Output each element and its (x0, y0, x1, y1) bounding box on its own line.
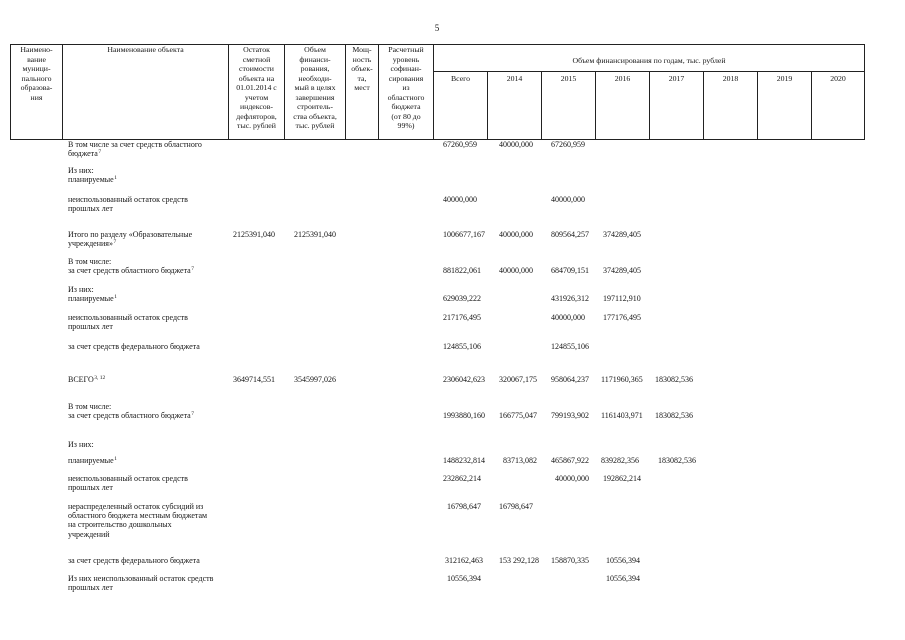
row-label-text: Из них: планируемые (68, 285, 114, 304)
row-label (68, 313, 188, 331)
cell-2016: 192862,214 (603, 474, 641, 483)
footnote-marker: 1 (114, 455, 117, 462)
cell-2016: 10556,394 (606, 556, 640, 565)
cell-2016: 177176,495 (603, 313, 641, 322)
footnote-marker: 3, 12 (94, 374, 106, 381)
row-label (68, 285, 117, 303)
cell-total: 217176,495 (443, 313, 481, 322)
table-row (0, 257, 905, 276)
cell-2015: 684709,151 (551, 266, 589, 276)
cell-2015: 67260,959 (551, 140, 585, 149)
cell-2014: 40000,000 (499, 140, 533, 149)
cell-2014: 40000,000 (499, 230, 533, 239)
cell-2015: 158870,335 (551, 556, 589, 565)
col-header-financing-by-year: Объем финансирования по годам, тыс. рублей (434, 45, 865, 72)
col-header-cofinancing-level: Расчетный уровень софинан- сирования из областного бюджета (от 80 до 99%) (379, 45, 434, 140)
row-label (68, 230, 192, 248)
cell-total: 124855,106 (443, 342, 481, 351)
cell-2015: 40000,000 (555, 474, 589, 483)
row-label-text: Из них: (68, 440, 94, 449)
row-label-text: неиспользованный остаток средств прошлых лет (68, 474, 188, 493)
row-label-text: ВСЕГО (68, 375, 94, 384)
cell-2016: 839282,356 (601, 456, 639, 465)
table-header-row (11, 45, 865, 72)
cell-2015: 40000,000 (551, 313, 585, 322)
cell-total: 1993880,160 (443, 411, 485, 421)
cell-2014: 40000,000 (499, 266, 533, 276)
col-header-year-2018: 2018 (704, 72, 758, 140)
table-header (10, 44, 865, 140)
table-row (0, 402, 905, 421)
cell-financing-needed: 2125391,040 (294, 230, 336, 239)
col-header-financing-needed: Объем финанси- рования, необходи- мый в целях завершения строитель- ства объекта, тыс. рублей (285, 45, 346, 140)
cell-2017: 183082,536 (655, 375, 693, 384)
row-label (68, 195, 188, 213)
cell-total: 10556,394 (447, 574, 481, 583)
cell-cost-remaining: 2125391,040 (233, 230, 275, 239)
row-label (68, 166, 117, 184)
page-number: 5 (434, 23, 440, 33)
row-label-text: за счет средств федерального бюджета (68, 342, 200, 351)
col-header-year-2014: 2014 (488, 72, 542, 140)
col-header-year-total: Всего (434, 72, 488, 140)
cell-2015: 799193,902 (551, 411, 589, 421)
footnote-marker: 7 (113, 239, 117, 246)
row-label (68, 574, 213, 592)
footnote-marker: 7 (98, 149, 102, 156)
cell-2014: 320067,175 (499, 375, 537, 384)
col-header-capacity: Мощ- ность объек- та, мест (346, 45, 379, 140)
row-label (68, 140, 202, 158)
cell-total: 1006677,167 (443, 230, 485, 239)
table-row (0, 456, 905, 466)
footnote-marker: 7 (191, 266, 194, 273)
col-header-year-2019: 2019 (758, 72, 812, 140)
row-label-text: В том числе: за счет средств областного бюджета (68, 402, 191, 421)
table-row (0, 375, 905, 385)
cell-2016: 374289,405 (603, 266, 641, 276)
cell-total: 40000,000 (443, 195, 477, 204)
cell-total: 1488232,814 (443, 456, 485, 465)
cell-2015: 431926,312 (551, 294, 589, 304)
cell-2014: 83713,082 (503, 456, 537, 465)
table-row (0, 556, 905, 566)
cell-total: 16798,647 (447, 502, 481, 511)
row-label-text: В том числе за счет средств областного бюджета (68, 140, 202, 159)
row-label-text: планируемые (68, 456, 114, 465)
table-row (0, 313, 905, 332)
table-row (0, 342, 905, 352)
cell-2015: 465867,922 (551, 456, 589, 465)
cell-2016: 10556,394 (606, 574, 640, 583)
col-header-cost-remaining: Остаток сметной стоимости объекта на 01.01.2014 с учетом индексов- дефляторов, тыс. рублей (229, 45, 285, 140)
cell-financing-needed: 3545997,026 (294, 375, 336, 384)
col-header-year-2016: 2016 (596, 72, 650, 140)
row-label (68, 456, 117, 465)
table-row (0, 195, 905, 214)
col-header-year-2017: 2017 (650, 72, 704, 140)
cell-2015: 809564,257 (551, 230, 589, 239)
col-header-year-2020: 2020 (812, 72, 865, 140)
row-label-text: В том числе: за счет средств областного бюджета (68, 257, 191, 276)
row-label-text: за счет средств федерального бюджета (68, 556, 200, 565)
cell-2015: 958064,237 (551, 375, 589, 384)
row-label (68, 375, 105, 384)
col-header-object-name: Наименование объекта (63, 45, 229, 140)
row-label-text: неиспользованный остаток средств прошлых лет (68, 195, 188, 214)
table-row (0, 230, 905, 249)
row-label (68, 257, 194, 275)
cell-2014: 166775,047 (499, 411, 537, 421)
cell-2014: 16798,647 (499, 502, 533, 511)
footnote-marker: 7 (191, 411, 194, 418)
row-label (68, 502, 207, 539)
col-header-year-2015: 2015 (542, 72, 596, 140)
table-row (0, 574, 905, 593)
cell-2015: 40000,000 (551, 195, 585, 204)
row-label (68, 402, 194, 420)
cell-2016: 1161403,971 (601, 411, 643, 421)
cell-total: 232862,214 (443, 474, 481, 483)
row-label-text: Из них: планируемые (68, 166, 114, 185)
row-label (68, 556, 200, 565)
cell-cost-remaining: 3649714,551 (233, 375, 275, 384)
cell-2016: 1171960,365 (601, 375, 643, 384)
table-row (0, 474, 905, 493)
row-label-text: Итого по разделу «Образовательные учреждения» (68, 230, 193, 249)
col-header-municipality: Наимено- вание муници- пального образова- ния (11, 45, 63, 140)
cell-total: 2306042,623 (443, 375, 485, 384)
table-row (0, 140, 905, 159)
footnote-marker: 1 (114, 175, 117, 182)
cell-2015: 124855,106 (551, 342, 589, 351)
table-row (0, 166, 905, 185)
row-label-text: Из них неиспользованный остаток средств прошлых лет (68, 574, 214, 593)
table-row (0, 502, 905, 539)
row-label-text: неиспользованный остаток средств прошлых лет (68, 313, 188, 332)
cell-2017: 183082,536 (658, 456, 696, 465)
cell-total: 881822,061 (443, 266, 481, 276)
row-label (68, 440, 94, 449)
row-label (68, 474, 188, 492)
table-row (0, 440, 905, 450)
footnote-marker: 1 (114, 294, 117, 301)
cell-2017: 183082,536 (655, 411, 693, 421)
cell-2016: 374289,405 (603, 230, 641, 239)
cell-total: 67260,959 (443, 140, 477, 149)
table-row (0, 285, 905, 304)
cell-2014: 153 292,128 (499, 556, 539, 565)
cell-total: 629039,222 (443, 294, 481, 304)
row-label-text: нераспределенный остаток субсидий из областного бюджета местным бюджетам на строительство дошкольных учреждений (68, 502, 208, 539)
row-label (68, 342, 200, 351)
cell-total: 312162,463 (445, 556, 483, 565)
cell-2016: 197112,910 (603, 294, 641, 304)
